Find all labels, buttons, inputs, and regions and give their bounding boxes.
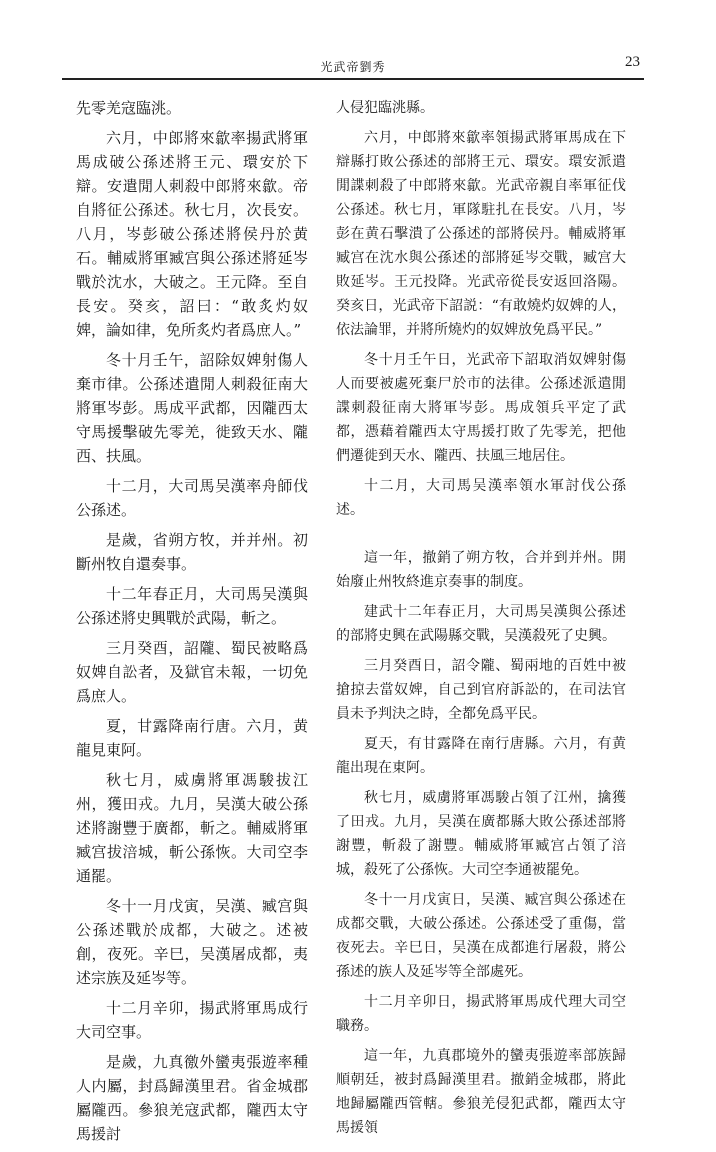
classical-paragraph: 冬十一月戊寅，吴漢、臧宫與公孫述戰於成都，大破之。述被創，夜死。辛巳，吴漢屠成都，夷述宗族及延岑等。 [76,897,308,987]
classical-paragraph: 是歲，九真徼外蠻夷張遊率種人内屬，封爲歸漢里君。省金城郡屬隴西。參狼羌寇武都，隴西太守馬援討 [76,1053,308,1143]
translation-text-column [336,96,626,1146]
page-header [62,52,644,80]
classical-paragraph: 十二月，大司馬吴漢率舟師伐公孫述。 [76,477,308,519]
translation-paragraph: 冬十一月戊寅日，吴漢、臧宫與公孫述在成都交戰，大破公孫述。公孫述受了重傷，當夜死去。辛巳日，吴漢在成都進行屠殺，將公孫述的族人及延岑等全部處死。 [336,892,626,980]
translation-paragraph: 六月，中郎將來歙率領揚武將軍馬成在下辯縣打敗公孫述的部將王元、環安。環安派遣閒諜刺殺了中郎將來歙。光武帝親自率軍征伐公孫述。秋七月，軍隊駐扎在長安。八月，岑彭在黄石擊潰了公孫述的部將侯丹。輔威將軍臧宫在沈水與公孫述的部將延岑交戰，臧宫大敗延岑。王元投降。光武帝從長安返回洛陽。癸亥日，光武帝下詔説：“有敢燒灼奴婢的人，依法論罪，并將所燒灼的奴婢放免爲平民。” [336,130,626,338]
classical-paragraph: 十二月辛卯，揚武將軍馬成行大司空事。 [76,999,308,1041]
classical-paragraph: 夏，甘露降南行唐。六月，黄龍見東阿。 [76,717,308,759]
translation-paragraph: 十二月辛卯日，揚武將軍馬成代理大司空職務。 [336,994,626,1034]
classical-paragraph: 冬十月壬午，詔除奴婢射傷人棄市律。公孫述遣閒人刺殺征南大將軍岑彭。馬成平武都，因隴西太守馬援擊破先零羌，徙致天水、隴西、扶風。 [76,351,308,465]
translation-paragraph: 秋七月，威虜將軍馮駿占領了江州，擒獲了田戎。九月，吴漢在廣都縣大敗公孫述部將謝豐，斬殺了謝豐。輔威將軍臧宫占領了涪城，殺死了公孫恢。大司空李通被罷免。 [336,790,626,878]
classical-paragraph: 十二年春正月，大司馬吴漢與公孫述將史興戰於武陽，斬之。 [76,585,308,627]
classical-paragraph: 六月，中郎將來歙率揚武將軍馬成破公孫述將王元、環安於下辯。安遣閒人刺殺中郎將來歙。帝自將征公孫述。秋七月，次長安。八月，岑彭破公孫述將侯丹於黄石。輔威將軍臧宫與公孫述將延岑戰於沈水，大破之。王元降。至自長安。癸亥，詔曰：“敢炙灼奴婢，論如律，免所炙灼者爲庶人。” [76,129,308,339]
classical-text-column [76,96,308,1152]
classical-paragraph: 是歲，省朔方牧，并并州。初斷州牧自還奏事。 [76,531,308,573]
translation-paragraph: 冬十月壬午日，光武帝下詔取消奴婢射傷人而要被處死棄尸於市的法律。公孫述派遣閒諜刺殺征南大將軍岑彭。馬成領兵平定了武都，憑藉着隴西太守馬援打敗了先零羌，把他們遷徙到天水、隴西、扶風三地居住。 [336,352,626,464]
translation-paragraph: 十二月，大司馬吴漢率領水軍討伐公孫述。 [336,478,626,518]
translation-paragraph: 這一年，九真郡境外的蠻夷張遊率部族歸順朝廷，被封爲歸漢里君。撤銷金城郡，將此地歸屬隴西管轄。參狼羌侵犯武都，隴西太守馬援領 [336,1048,626,1136]
translation-paragraph: 三月癸酉日，詔令隴、蜀兩地的百姓中被搶掠去當奴婢，自己到官府訴訟的，在司法官員未予判決之時，全都免爲平民。 [336,658,626,722]
translation-paragraph: 夏天，有甘露降在南行唐縣。六月，有黄龍出現在東阿。 [336,736,626,776]
running-title: 光武帝劉秀 [320,60,386,74]
classical-paragraph: 三月癸酉，詔隴、蜀民被略爲奴婢自訟者，及獄官未報，一切免爲庶人。 [76,639,308,705]
translation-paragraph: 建武十二年春正月，大司馬吴漢與公孫述的部將史興在武陽縣交戰，吴漢殺死了史興。 [336,604,626,644]
page-number: 23 [625,54,640,70]
translation-paragraph: 人侵犯臨洮縣。 [336,100,434,116]
translation-paragraph: 這一年，撤銷了朔方牧，合并到并州。開始廢止州牧終進京奏事的制度。 [336,550,626,590]
classical-paragraph: 先零羌寇臨洮。 [76,99,182,117]
classical-paragraph: 秋七月，威虜將軍馮駿拔江州，獲田戎。九月，吴漢大破公孫述將謝豐于廣都，斬之。輔威將軍臧宫拔涪城，斬公孫恢。大司空李通罷。 [76,771,308,885]
